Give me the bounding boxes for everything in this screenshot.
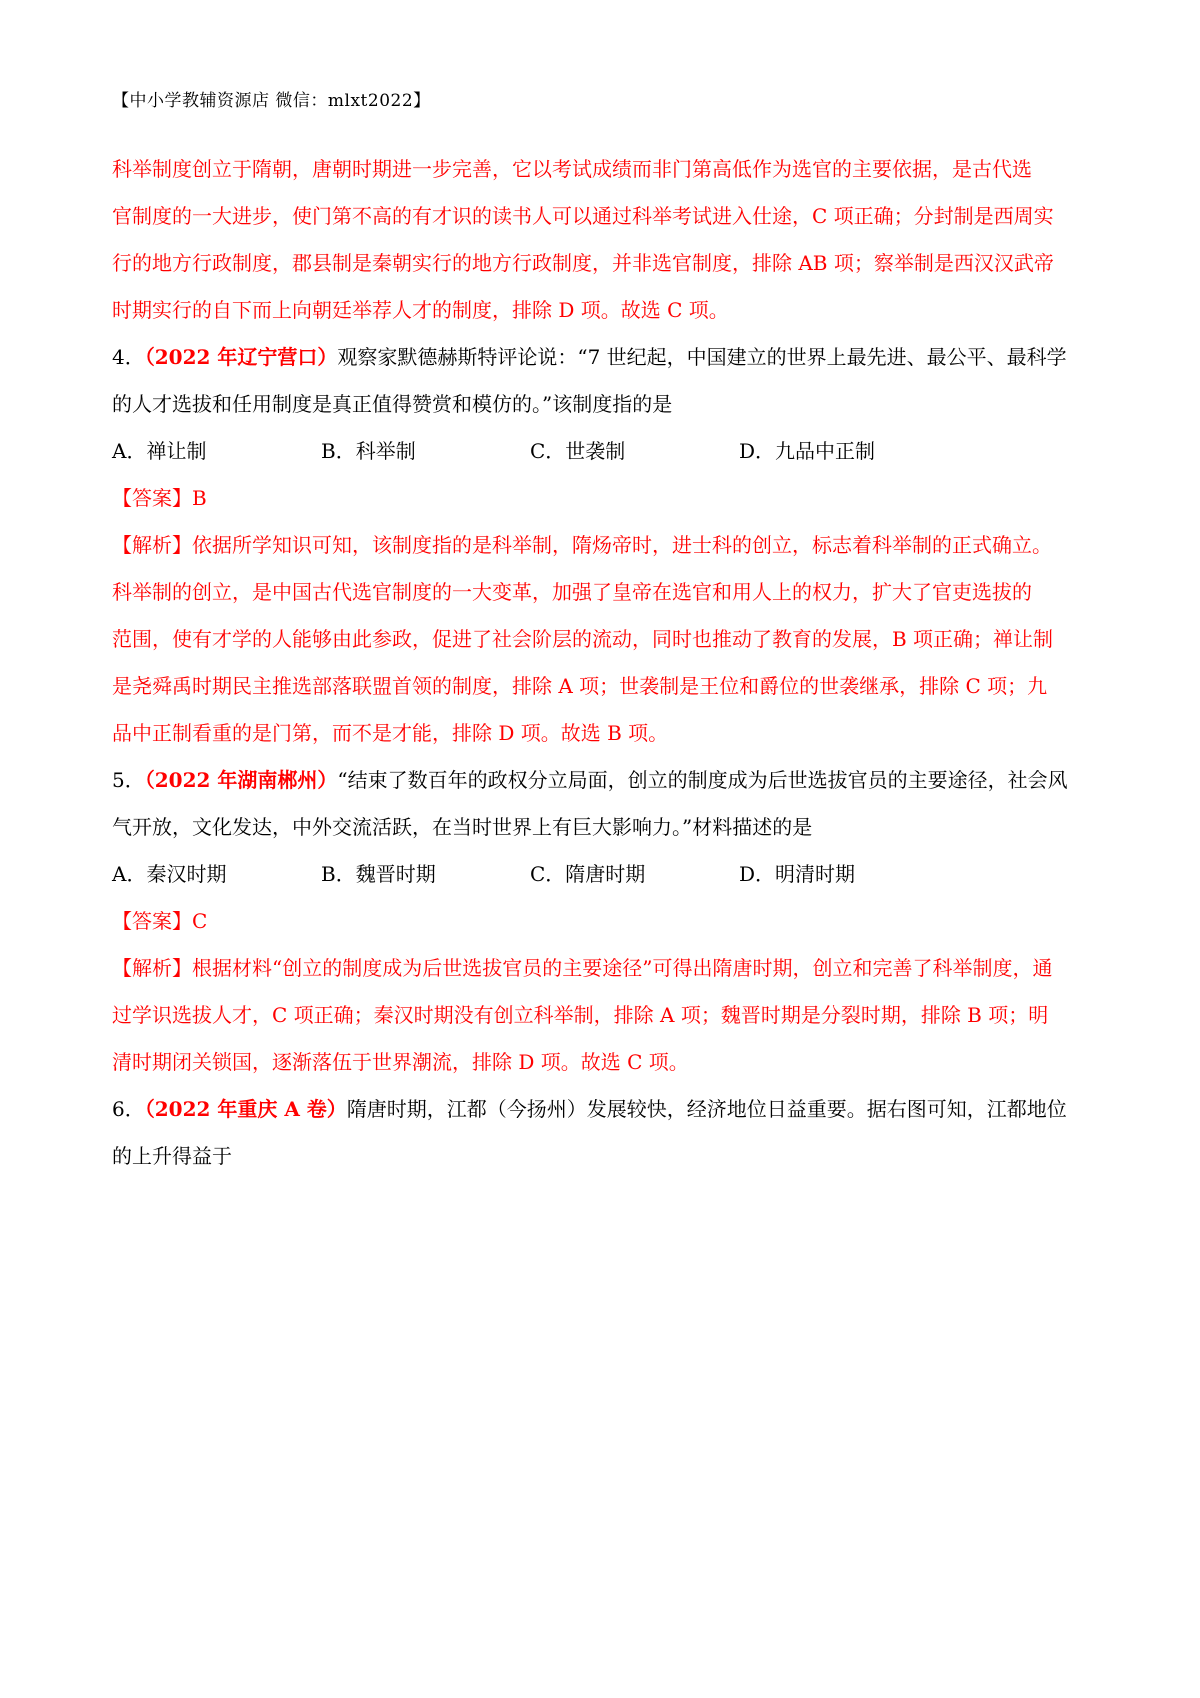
option-b: B．魏晋时期 [321,862,436,886]
question-source: （2022 年重庆 A 卷） [144,1097,347,1121]
option-c: C．隋唐时期 [530,862,646,886]
answer-label: 【答案】 [112,486,192,510]
analysis-line: 过学识选拔人才，C 项正确；秦汉时期没有创立科举制，排除 A 项；魏晋时期是分裂时期，排除 B 项；明 [112,1003,1049,1027]
question-stem [112,757,1097,804]
question-number: 6． [112,1097,145,1121]
explanation-line: 时期实行的自下而上向朝廷举荐人才的制度，排除 D 项。故选 C 项。 [112,298,729,322]
answer [112,898,1097,945]
option-a: A．秦汉时期 [112,862,227,886]
question-number: 4． [112,345,145,369]
question-source: （2022 年湖南郴州） [144,768,338,792]
stem-text: 观察家默德赫斯特评论说：“7 世纪起，中国建立的世界上最先进、最公平、最科学 [337,345,1067,369]
answer-value: C [192,909,208,933]
analysis-line: 范围，使有才学的人能够由此参政，促进了社会阶层的流动，同时也推动了教育的发展，B 项正确；禅让制 [112,627,1054,651]
question-number: 5． [112,768,145,792]
analysis-text: 依据所学知识可知，该制度指的是科举制，隋炀帝时，进士科的创立，标志着科举制的正式确立。 [192,533,1052,557]
stem-text: 的上升得益于 [112,1144,232,1168]
explanation-continued [112,146,1097,334]
option-d: D．明清时期 [739,862,856,886]
page-content [112,146,1097,1180]
option-b: B．科举制 [321,439,416,463]
explanation-line: 官制度的一大进步，使门第不高的有才识的读书人可以通过科举考试进入仕途，C 项正确；分封制是西周实 [112,204,1054,228]
question-source: （2022 年辽宁营口） [144,345,338,369]
answer-value: B [192,486,207,510]
explanation-line: 行的地方行政制度，郡县制是秦朝实行的地方行政制度，并非选官制度，排除 AB 项；察举制是西汉汉武帝 [112,251,1054,275]
answer [112,475,1097,522]
explanation-line: 科举制度创立于隋朝，唐朝时期进一步完善，它以考试成绩而非门第高低作为选官的主要依据，是古代选 [112,157,1032,181]
option-c: C．世袭制 [530,439,626,463]
stem-text: 的人才选拔和任用制度是真正值得赞赏和模仿的。”该制度指的是 [112,392,673,416]
analysis-line: 科举制的创立，是中国古代选官制度的一大变革，加强了皇帝在选官和用人上的权力，扩大了官吏选拔的 [112,580,1032,604]
question-4 [112,334,1097,757]
answer-label: 【答案】 [112,909,192,933]
analysis-line: 是尧舜禹时期民主推选部落联盟首领的制度，排除 A 项；世袭制是王位和爵位的世袭继承，排除 C 项；九 [112,674,1048,698]
option-a: A．禅让制 [112,439,207,463]
analysis-label: 【解析】 [112,956,192,980]
stem-text: “结束了数百年的政权分立局面，创立的制度成为后世选拔官员的主要途径，社会风 [337,768,1068,792]
options-row [112,851,1097,898]
option-d: D．九品中正制 [739,439,876,463]
question-stem [112,1086,1097,1133]
analysis-text: 根据材料“创立的制度成为后世选拔官员的主要途径”可得出隋唐时期，创立和完善了科举制度，通 [192,956,1053,980]
question-5 [112,757,1097,1086]
analysis [112,945,1097,992]
options-row [112,428,1097,475]
stem-text: 隋唐时期，江都（今扬州）发展较快，经济地位日益重要。据右图可知，江都地位 [346,1097,1067,1121]
question-stem [112,334,1097,381]
analysis-line: 品中正制看重的是门第，而不是才能，排除 D 项。故选 B 项。 [112,721,669,745]
analysis-line: 清时期闭关锁国，逐渐落伍于世界潮流，排除 D 项。故选 C 项。 [112,1050,689,1074]
stem-text: 气开放，文化发达，中外交流活跃，在当时世界上有巨大影响力。”材料描述的是 [112,815,813,839]
page-header: 【中小学教辅资源店 微信：mlxt2022】 [112,91,431,111]
analysis-label: 【解析】 [112,533,192,557]
question-6 [112,1086,1097,1180]
analysis [112,522,1097,569]
